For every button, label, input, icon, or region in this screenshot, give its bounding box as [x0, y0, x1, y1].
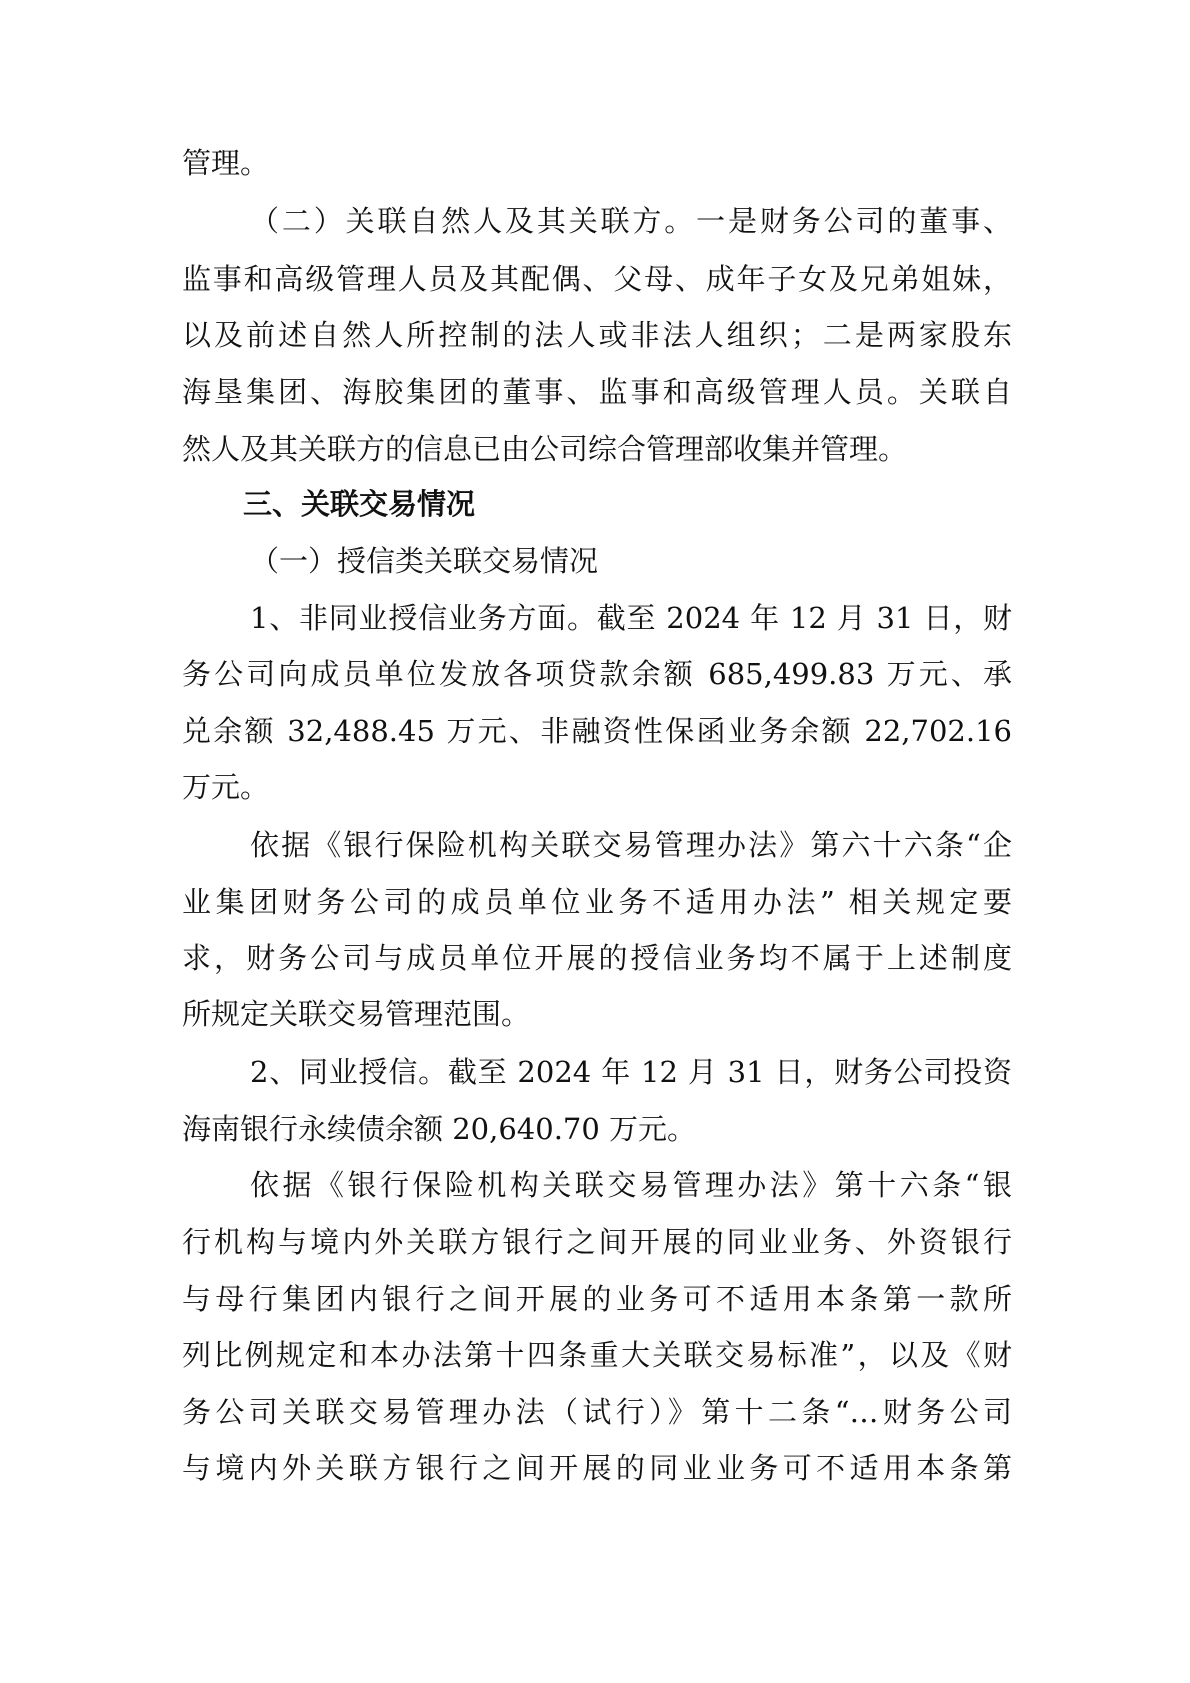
- text-line: 求，财务公司与成员单位开展的授信业务均不属于上述制度: [182, 941, 1012, 975]
- subsection-heading: （一）授信类关联交易情况: [250, 544, 599, 578]
- text-line: 2、同业授信。截至 2024 年 12 月 31 日，财务公司投资: [250, 1055, 1012, 1089]
- text-line: 海垦集团、海胶集团的董事、监事和高级管理人员。关联自: [182, 375, 1012, 409]
- text-line: 务公司向成员单位发放各项贷款余额 685,499.83 万元、承: [182, 657, 1012, 691]
- text-line: 万元。: [182, 770, 270, 804]
- text-line: 行机构与境内外关联方银行之间开展的同业业务、外资银行: [182, 1225, 1012, 1259]
- text-line: 1、非同业授信业务方面。截至 2024 年 12 月 31 日，财: [250, 601, 1012, 635]
- text-line: 兑余额 32,488.45 万元、非融资性保函业务余额 22,702.16: [182, 714, 1012, 748]
- text-line: 以及前述自然人所控制的法人或非法人组织；二是两家股东: [182, 318, 1012, 352]
- text-line: 与母行集团内银行之间开展的业务可不适用本条第一款所: [182, 1282, 1012, 1316]
- text-line: 管理。: [182, 146, 270, 180]
- text-line: 监事和高级管理人员及其配偶、父母、成年子女及兄弟姐妹，: [182, 262, 1012, 296]
- text-line: 列比例规定和本办法第十四条重大关联交易标准”，以及《财: [182, 1338, 1012, 1372]
- text-line: 业集团财务公司的成员单位业务不适用办法” 相关规定要: [182, 885, 1012, 919]
- text-line: 所规定关联交易管理范围。: [182, 997, 531, 1031]
- text-line: （二）关联自然人及其关联方。一是财务公司的董事、: [250, 204, 1012, 238]
- text-line: 与境内外关联方银行之间开展的同业业务可不适用本条第: [182, 1451, 1012, 1485]
- section-heading: 三、关联交易情况: [243, 487, 476, 521]
- text-line: 海南银行永续债余额 20,640.70 万元。: [182, 1112, 697, 1146]
- text-line: 依据《银行保险机构关联交易管理办法》第六十六条“企: [250, 828, 1012, 862]
- text-line: 依据《银行保险机构关联交易管理办法》第十六条“银: [250, 1168, 1012, 1202]
- text-line: 务公司关联交易管理办法（试行）》第十二条“…财务公司: [182, 1395, 1012, 1429]
- text-line: 然人及其关联方的信息已由公司综合管理部收集并管理。: [182, 432, 908, 466]
